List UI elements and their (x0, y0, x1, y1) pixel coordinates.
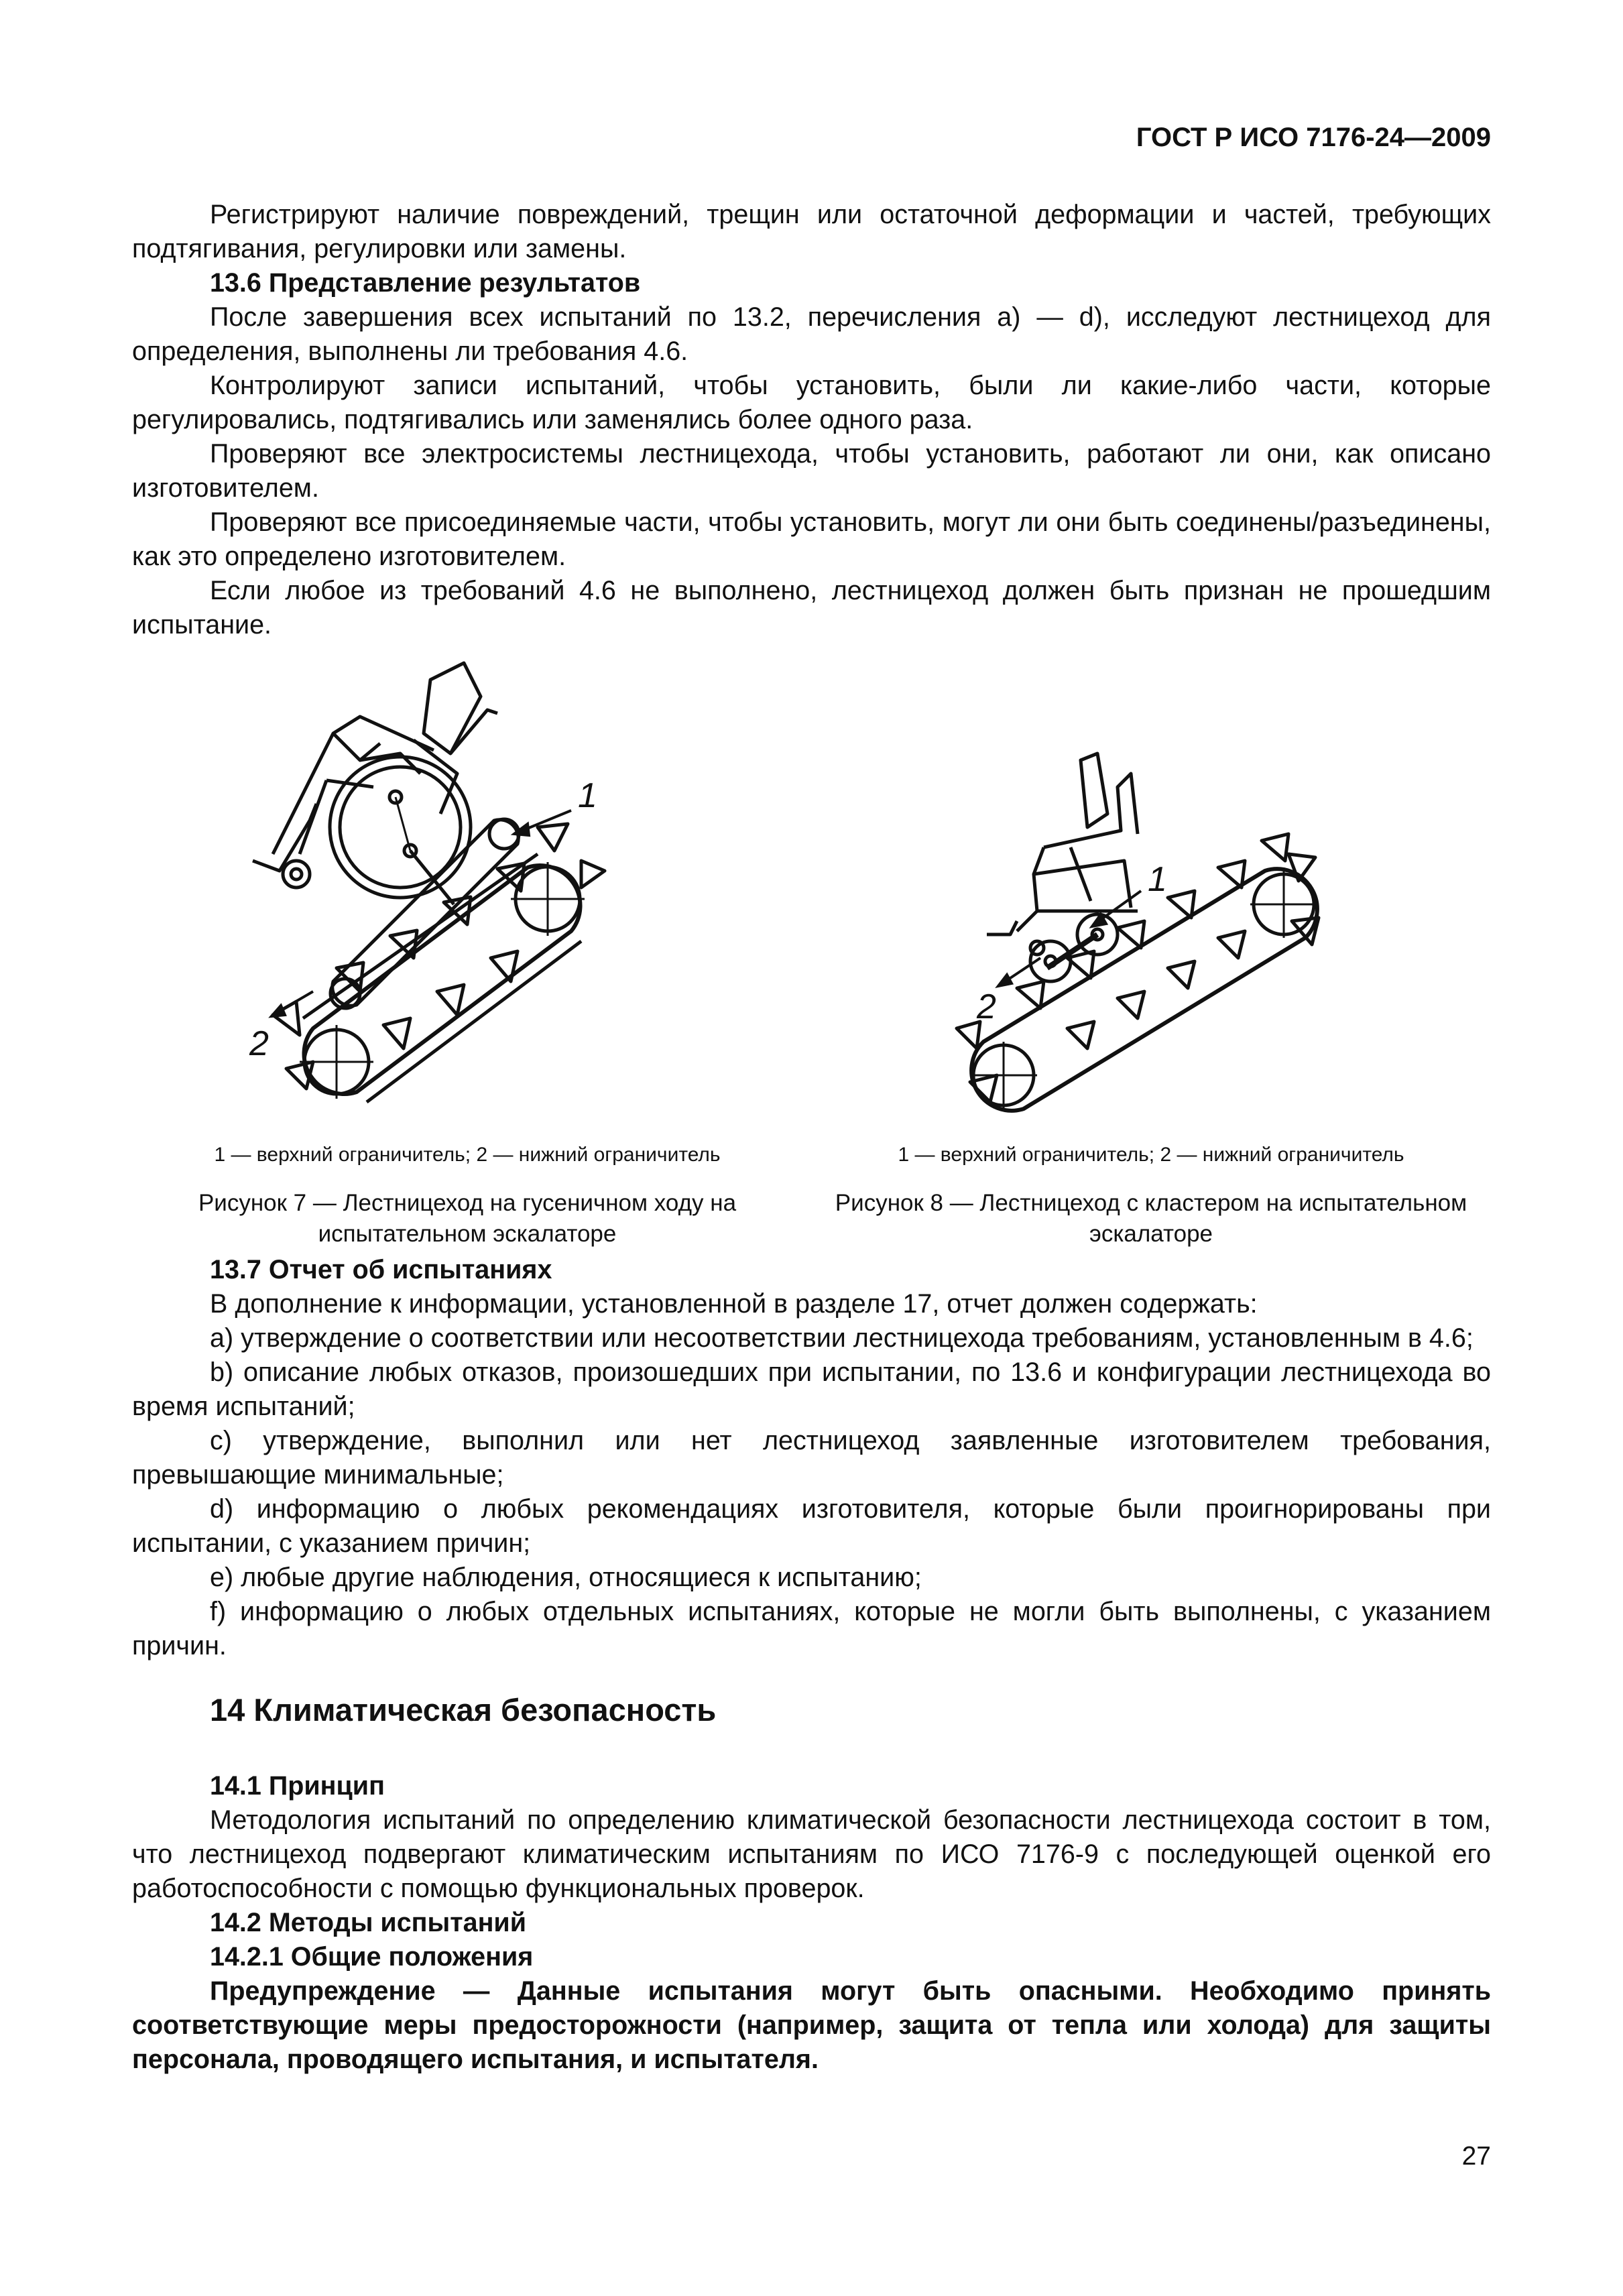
paragraph: Проверяют все присоединяемые части, чтобы установить, могут ли они быть соединены/разъединены, как это определено изготовителем. (132, 507, 1491, 571)
list-item: f) информацию о любых отдельных испытаниях, которые не могли быть выполнены, с указанием причин. (132, 1597, 1491, 1660)
list-item: e) любые другие наблюдения, относящиеся к испытанию; (210, 1563, 922, 1592)
section-14-2-1-heading: 14.2.1 Общие положения (210, 1942, 534, 1972)
warning-paragraph: Предупреждение — Данные испытания могут быть опасными. Необходимо принять соответствующие меры предосторожности (например, защита от тепла или холода) для защиты персонала, проводящего испытания, и испытателя. (132, 1976, 1491, 2074)
list-item: a) утверждение о соответствии или несоответствии лестницехода требованиям, установленным в 4.6; (210, 1323, 1474, 1353)
section-14-heading: 14 Климатическая безопасность (210, 1692, 717, 1728)
paragraph: Если любое из требований 4.6 не выполнено, лестницеход должен быть признан не прошедшим испытание. (132, 576, 1491, 640)
page-number: 27 (1461, 2142, 1491, 2171)
paragraph: В дополнение к информации, установленной в разделе 17, отчет должен содержать: (210, 1289, 1258, 1319)
paragraph: Методология испытаний по определению климатической безопасности лестницехода состоит в том, что лестницеход подвергают климатическим испытаниям по ИСО 7176-9 с последующей оценкой его работоспособности с помощью функциональных проверок. (132, 1805, 1491, 1903)
figure-7-label-2: 2 (249, 1024, 269, 1063)
page-content (132, 198, 1491, 2077)
figure-7-label-1: 1 (578, 776, 597, 815)
figure-8-drawing (916, 653, 1386, 1122)
section-13-6-heading: 13.6 Представление результатов (210, 268, 641, 298)
document-code: ГОСТ Р ИСО 7176-24—2009 (1136, 123, 1491, 152)
figure-8-label-2: 2 (977, 987, 996, 1026)
section-13-7-heading: 13.7 Отчет об испытаниях (210, 1255, 552, 1284)
figure-8-legend: 1 — верхний ограничитель; 2 — нижний ограничитель (898, 1144, 1404, 1166)
list-item: c) утверждение, выполнил или нет лестницеход заявленные изготовителем требования, превышающие минимальные; (132, 1426, 1491, 1490)
figures-row (132, 653, 1491, 1253)
figure-8-caption: Рисунок 8 — Лестницеход с кластером на испытательном эскалаторе (835, 1190, 1467, 1247)
figure-7 (132, 653, 802, 1250)
paragraph: Проверяют все электросистемы лестницехода, чтобы установить, работают ли они, как описано изготовителем. (132, 439, 1491, 503)
paragraph: Контролируют записи испытаний, чтобы установить, были ли какие-либо части, которые регулировались, подтягивались или заменялись более одного раза. (132, 371, 1491, 434)
paragraph: После завершения всех испытаний по 13.2, перечисления а) — d), исследуют лестницеход для определения, выполнены ли требования 4.6. (132, 302, 1491, 366)
section-14-2-heading: 14.2 Методы испытаний (210, 1908, 526, 1937)
figure-8 (816, 653, 1486, 1250)
figure-7-caption: Рисунок 7 — Лестницеход на гусеничном ходу на испытательном эскалаторе (198, 1190, 737, 1247)
list-item: d) информацию о любых рекомендациях изготовителя, которые были проигнорированы при испытании, с указанием причин; (132, 1494, 1491, 1558)
figure-7-legend: 1 — верхний ограничитель; 2 — нижний ограничитель (214, 1144, 721, 1166)
figure-8-label-1: 1 (1148, 860, 1167, 899)
section-14-1-heading: 14.1 Принцип (210, 1771, 385, 1801)
paragraph: Регистрируют наличие повреждений, трещин или остаточной деформации и частей, требующих подтягивания, регулировки или замены. (132, 200, 1491, 263)
list-item: b) описание любых отказов, произошедших при испытании, по 13.6 и конфигурации лестницехода во время испытаний; (132, 1357, 1491, 1421)
figure-7-drawing (233, 653, 702, 1122)
